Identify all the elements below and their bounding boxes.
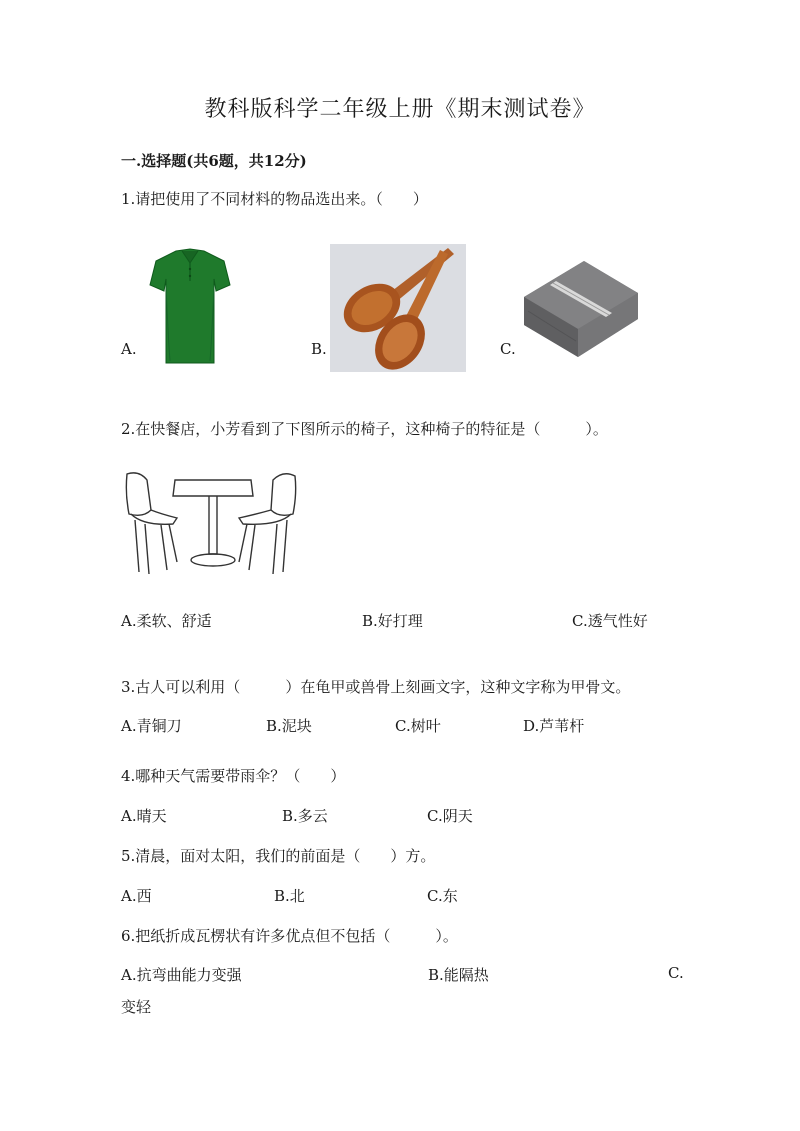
section-heading: 一.选择题(共6题，共12分): [121, 152, 307, 170]
question-1-option-b[interactable]: B.: [311, 340, 327, 358]
green-polo-shirt-image: [148, 245, 232, 369]
question-3-option-c[interactable]: C.树叶: [395, 717, 441, 735]
question-6-text: 6.把纸折成瓦楞状有许多优点但不包括（ ）。: [121, 927, 458, 945]
question-2-option-b[interactable]: B.好打理: [362, 612, 423, 630]
question-4-option-c[interactable]: C.阴天: [427, 807, 473, 825]
question-2-text: 2.在快餐店，小芳看到了下图所示的椅子，这种椅子的特征是（ ）。: [121, 420, 608, 438]
question-5-option-c[interactable]: C.东: [427, 887, 458, 905]
page-title: 教科版科学二年级上册《期末测试卷》: [204, 97, 596, 122]
question-4-option-a[interactable]: A.晴天: [121, 807, 167, 825]
question-6-option-a[interactable]: A.抗弯曲能力变强: [121, 966, 242, 984]
question-3-option-b[interactable]: B.泥块: [266, 717, 312, 735]
question-5-text: 5.清晨，面对太阳，我们的前面是（ ）方。: [121, 847, 436, 865]
wooden-spoons-image: [330, 244, 466, 372]
question-1-option-a[interactable]: A.: [121, 340, 137, 358]
question-5-option-b[interactable]: B.北: [274, 887, 305, 905]
question-3-text: 3.古人可以利用（ ）在龟甲或兽骨上刻画文字，这种文字称为甲骨文。: [121, 678, 631, 696]
question-1-option-c[interactable]: C.: [500, 340, 516, 358]
question-6-option-b[interactable]: B.能隔热: [428, 966, 489, 984]
question-1-text: 1.请把使用了不同材料的物品选出来。（ ）: [121, 190, 428, 208]
question-6-option-c[interactable]: C.: [668, 964, 684, 982]
question-4-option-b[interactable]: B.多云: [282, 807, 328, 825]
gray-towel-image: [520, 255, 642, 363]
question-4-text: 4.哪种天气需要带雨伞？（ ）: [121, 767, 346, 785]
question-5-option-a[interactable]: A.西: [121, 887, 152, 905]
question-6-option-c-text[interactable]: 变轻: [121, 998, 152, 1016]
table-and-chairs-image: [121, 470, 301, 578]
question-3-option-d[interactable]: D.芦苇杆: [523, 717, 585, 735]
question-2-option-a[interactable]: A.柔软、舒适: [121, 612, 212, 630]
question-3-option-a[interactable]: A.青铜刀: [121, 717, 182, 735]
question-2-option-c[interactable]: C.透气性好: [572, 612, 648, 630]
